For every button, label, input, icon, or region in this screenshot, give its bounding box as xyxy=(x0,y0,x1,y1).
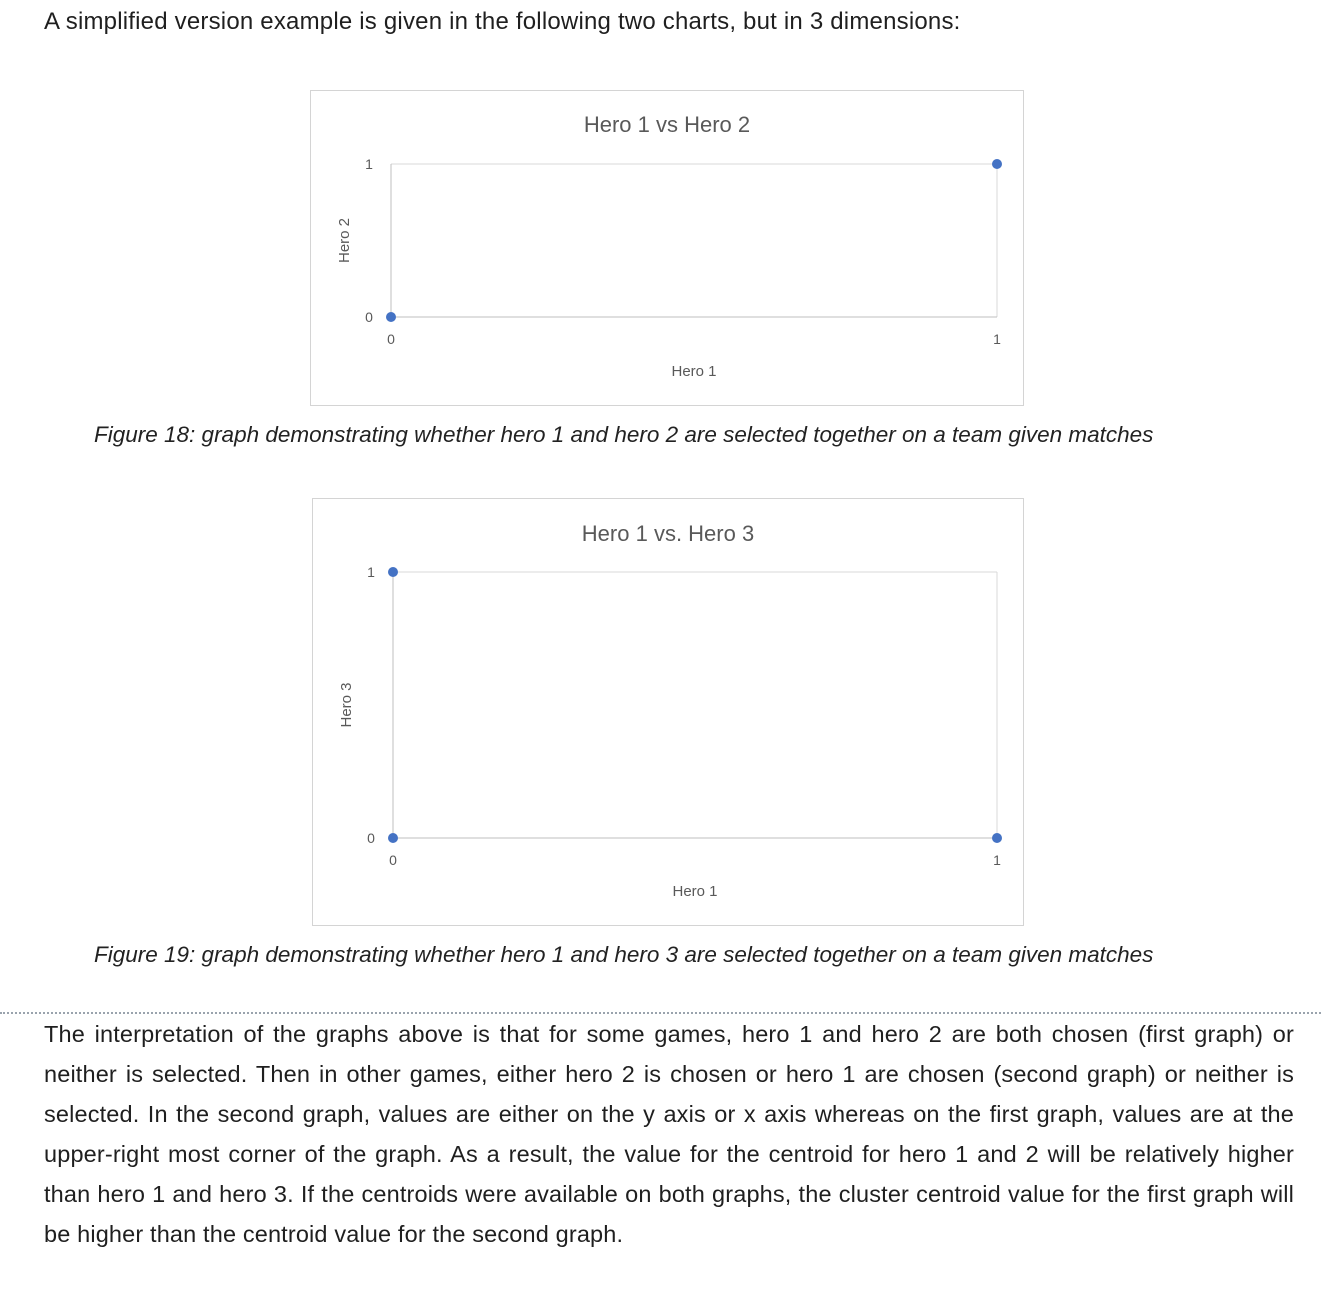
y-tick-label: 1 xyxy=(365,156,373,172)
x-axis-label: Hero 1 xyxy=(672,883,718,900)
chart-title: Hero 1 vs. Hero 3 xyxy=(581,521,755,546)
y-axis-label: Hero 2 xyxy=(336,217,353,264)
data-point xyxy=(992,833,1002,843)
y-axis-label: Hero 3 xyxy=(338,682,355,728)
chart-2-svg xyxy=(313,499,1023,925)
x-axis-label: Hero 1 xyxy=(671,363,717,380)
x-tick-label: 0 xyxy=(387,331,395,347)
y-tick-label: 0 xyxy=(365,309,373,325)
y-tick-label: 1 xyxy=(367,564,375,580)
chart-hero1-vs-hero3 xyxy=(312,498,1024,926)
chart-title: Hero 1 vs Hero 2 xyxy=(583,112,751,137)
x-tick-label: 1 xyxy=(993,852,1001,868)
figure-18-caption: Figure 18: graph demonstrating whether hero 1 and hero 2 are selected together on a team given matches xyxy=(94,422,1154,447)
data-point xyxy=(388,567,398,577)
data-point xyxy=(992,159,1002,169)
chart-1-svg xyxy=(311,91,1023,405)
data-point xyxy=(388,833,398,843)
body-paragraph: The interpretation of the graphs above is that for some games, hero 1 and hero 2 are both chosen (first graph) or neither is selected. Then in other games, either hero 2 is chosen or hero 1 are chosen (second graph) or neither is selected. In the second graph, values are either on the y axis or x axis whereas on the first graph, values are at the upper-right most corner of the graph. As a result, the value for the centroid for hero 1 and 2 will be relatively higher than hero 1 and hero 3. If the centroids were available on both graphs, the cluster centroid value for the first graph will be higher than the centroid value for the second graph. xyxy=(44,1021,1294,1247)
intro-text: A simplified version example is given in the following two charts, but in 3 dimensions: xyxy=(44,8,961,35)
x-tick-label: 1 xyxy=(993,331,1001,347)
y-tick-label: 0 xyxy=(367,830,375,846)
figure-19-caption: Figure 19: graph demonstrating whether hero 1 and hero 3 are selected together on a team given matches xyxy=(94,942,1154,967)
data-point xyxy=(386,312,396,322)
chart-hero1-vs-hero2 xyxy=(310,90,1024,406)
x-tick-label: 0 xyxy=(389,852,397,868)
